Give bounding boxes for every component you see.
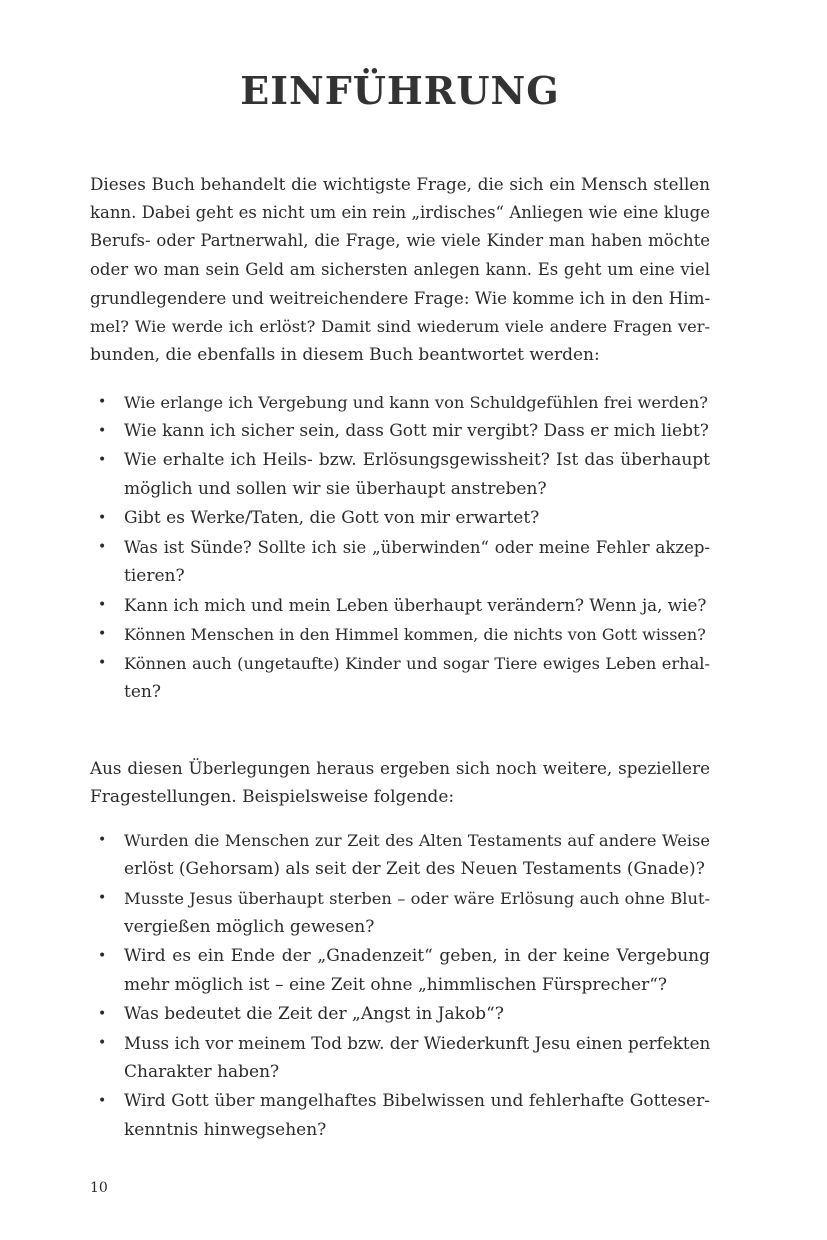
list-item-line: möglich und sollen wir sie überhaupt anstreben? — [124, 479, 547, 499]
list-item — [90, 446, 710, 504]
list-item-line: Können auch (ungetaufte) Kinder und sogar Tiere ewiges Leben erhal- — [124, 654, 710, 673]
bullet-icon: • — [98, 597, 107, 613]
list-item-line: Charakter haben? — [124, 1062, 280, 1082]
list-item-line: Können Menschen in den Himmel kommen, die nichts von Gott wissen? — [124, 625, 706, 644]
bullet-icon: • — [98, 626, 107, 642]
page-number: 10 — [90, 1180, 108, 1196]
list-item-line: Wird Gott über mangelhaftes Bibelwissen und fehlerhafte Gotteser- — [124, 1091, 710, 1111]
bullet-icon: • — [98, 890, 107, 906]
list-item-line: Gibt es Werke/Taten, die Gott von mir erwartet? — [124, 508, 540, 528]
text-line: Fragestellungen. Beispielsweise folgende: — [90, 786, 455, 807]
bullet-icon: • — [98, 832, 107, 848]
question-list-primary — [90, 388, 710, 707]
list-item — [90, 649, 710, 707]
list-item-line: Wurden die Menschen zur Zeit des Alten Testaments auf andere Weise — [124, 831, 710, 850]
list-item-line: tieren? — [124, 566, 185, 586]
list-item-line: erlöst (Gehorsam) als seit der Zeit des Neuen Testaments (Gnade)? — [124, 859, 705, 879]
list-item — [90, 533, 710, 591]
list-item — [90, 388, 710, 417]
list-item — [90, 1000, 710, 1029]
text-line: bunden, die ebenfalls in diesem Buch beantwortet werden: — [90, 345, 600, 365]
list-item — [90, 1029, 710, 1087]
text-line: grundlegendere und weitreichendere Frage: Wie komme ich in den Him- — [90, 288, 711, 308]
text-line: Aus diesen Überlegungen heraus ergeben sich noch weitere, speziellere — [90, 758, 710, 778]
bullet-icon: • — [98, 394, 107, 410]
text-line: mel? Wie werde ich erlöst? Damit sind wiederum viele andere Fragen ver- — [90, 316, 710, 336]
bullet-icon: • — [98, 655, 107, 671]
text-line: Dieses Buch behandelt die wichtigste Frage, die sich ein Mensch stellen — [90, 174, 710, 194]
list-item — [90, 620, 710, 649]
list-item-line: Wie erhalte ich Heils- bzw. Erlösungsgewissheit? Ist das überhaupt — [124, 450, 710, 470]
list-item-line: Wird es ein Ende der „Gnadenzeit“ geben, in der keine Vergebung — [124, 946, 710, 966]
list-item-line: Wie kann ich sicher sein, dass Gott mir vergibt? Dass er mich liebt? — [124, 421, 709, 441]
list-item — [90, 884, 710, 942]
list-item — [90, 591, 710, 620]
second-paragraph — [90, 754, 710, 811]
list-item — [90, 942, 710, 1000]
list-item-line: Musste Jesus überhaupt sterben – oder wäre Erlösung auch ohne Blut- — [124, 889, 710, 908]
list-item-line: Was ist Sünde? Sollte ich sie „überwinden“ oder meine Fehler akzep- — [124, 538, 710, 557]
chapter-title: EINFÜHRUNG — [240, 68, 560, 113]
book-page — [90, 0, 710, 1240]
intro-paragraph — [90, 170, 710, 370]
bullet-icon: • — [98, 539, 107, 555]
list-item-line: kenntnis hinwegsehen? — [124, 1120, 327, 1140]
question-list-secondary — [90, 826, 710, 1145]
bullet-icon: • — [98, 423, 107, 439]
text-line: Berufs- oder Partnerwahl, die Frage, wie viele Kinder man haben möchte — [90, 231, 710, 250]
text-line: oder wo man sein Geld am sichersten anlegen kann. Es geht um eine viel — [90, 259, 710, 279]
bullet-icon: • — [98, 948, 107, 964]
list-item-line: Was bedeutet die Zeit der „Angst in Jakob“? — [124, 1004, 504, 1024]
list-item-line: Muss ich vor meinem Tod bzw. der Wiederkunft Jesu einen perfekten — [124, 1033, 711, 1053]
text-line: kann. Dabei geht es nicht um ein rein „irdisches“ Anliegen wie eine kluge — [90, 202, 710, 222]
list-item-line: Kann ich mich und mein Leben überhaupt verändern? Wenn ja, wie? — [124, 595, 707, 615]
list-item — [90, 826, 710, 884]
list-item-line: mehr möglich ist – eine Zeit ohne „himmlischen Fürsprecher“? — [124, 975, 668, 995]
list-item — [90, 1087, 710, 1145]
bullet-icon: • — [98, 510, 107, 526]
list-item-line: Wie erlange ich Vergebung und kann von Schuldgefühlen frei werden? — [124, 393, 708, 412]
list-item — [90, 417, 710, 446]
bullet-icon: • — [98, 1093, 107, 1109]
bullet-icon: • — [98, 1006, 107, 1022]
bullet-icon: • — [98, 452, 107, 468]
bullet-icon: • — [98, 1035, 107, 1051]
list-item-line: ten? — [124, 682, 161, 702]
list-item — [90, 504, 710, 533]
list-item-line: vergießen möglich gewesen? — [124, 917, 375, 937]
